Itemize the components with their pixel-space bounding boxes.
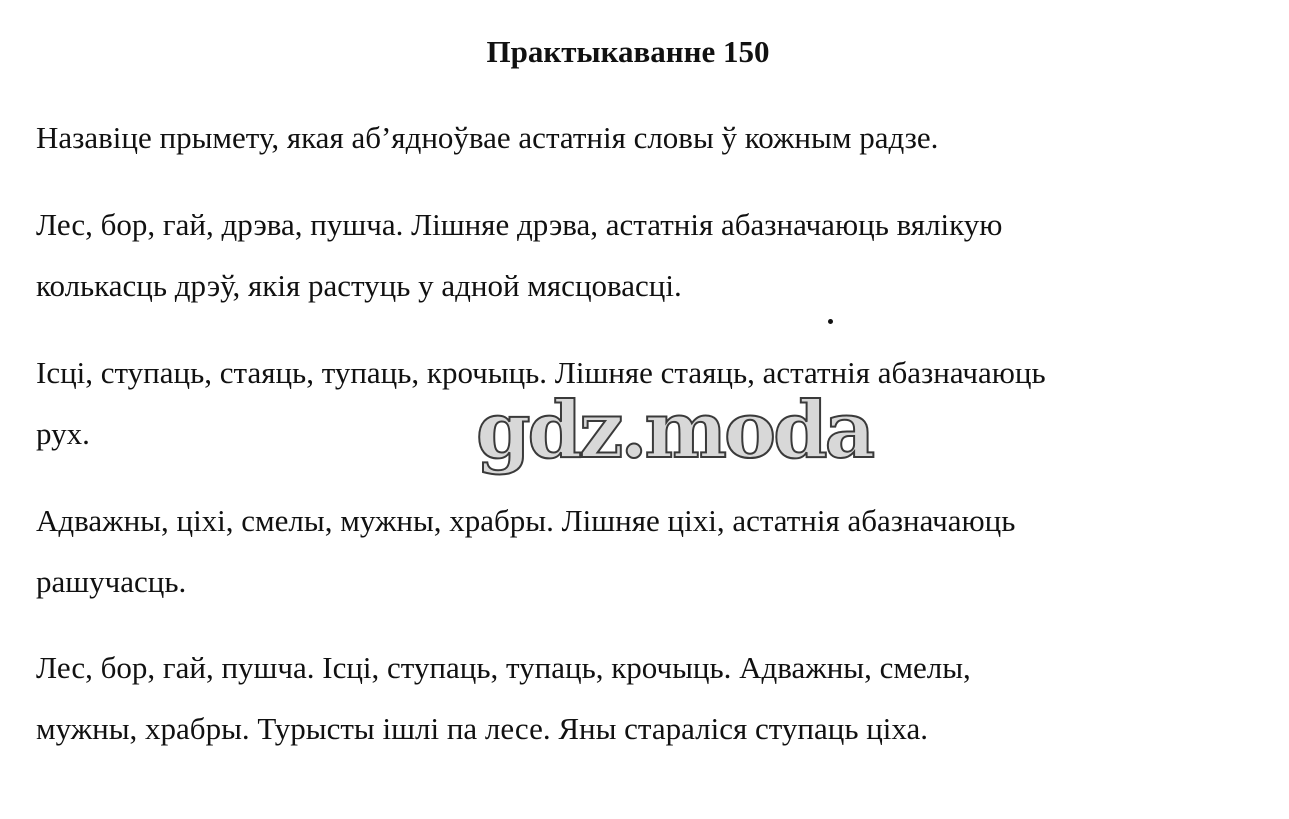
stray-dot [828, 319, 833, 324]
task-text [36, 107, 1236, 168]
answer-line: Ісці, ступаць, стаяць, тупаць, крочыць. Лішняе стаяць, астатнія абазначаюць [36, 355, 1046, 390]
summary-line: Лес, бор, гай, пушча. Ісці, ступаць, тупаць, крочыць. Адважны, смелы, [36, 650, 971, 685]
answer-paragraph-3 [36, 490, 1236, 612]
answer-line: Адважны, ціхі, смелы, мужны, храбры. Лішняе ціхі, астатнія абазначаюць [36, 503, 1016, 538]
answer-line: колькасць дрэў, якія растуць у адной мясцовасці. [36, 268, 682, 303]
answer-line: Лес, бор, гай, дрэва, пушча. Лішняе дрэва, астатнія абазначаюць вялікую [36, 207, 1003, 242]
answer-paragraph-1 [36, 194, 1236, 316]
answer-line: рух. [36, 416, 90, 451]
summary-line: мужны, храбры. Турысты ішлі па лесе. Яны стараліся ступаць ціха. [36, 711, 929, 746]
task-line: Назавіце прымету, якая аб’ядноўвае астатнія словы ў кожным радзе. [36, 120, 939, 155]
watermark-logo: gdz.moda [476, 385, 873, 476]
page-title: Практыкаванне 150 [486, 34, 770, 69]
answer-line: рашучасць. [36, 564, 187, 599]
summary-paragraph [36, 637, 1236, 759]
